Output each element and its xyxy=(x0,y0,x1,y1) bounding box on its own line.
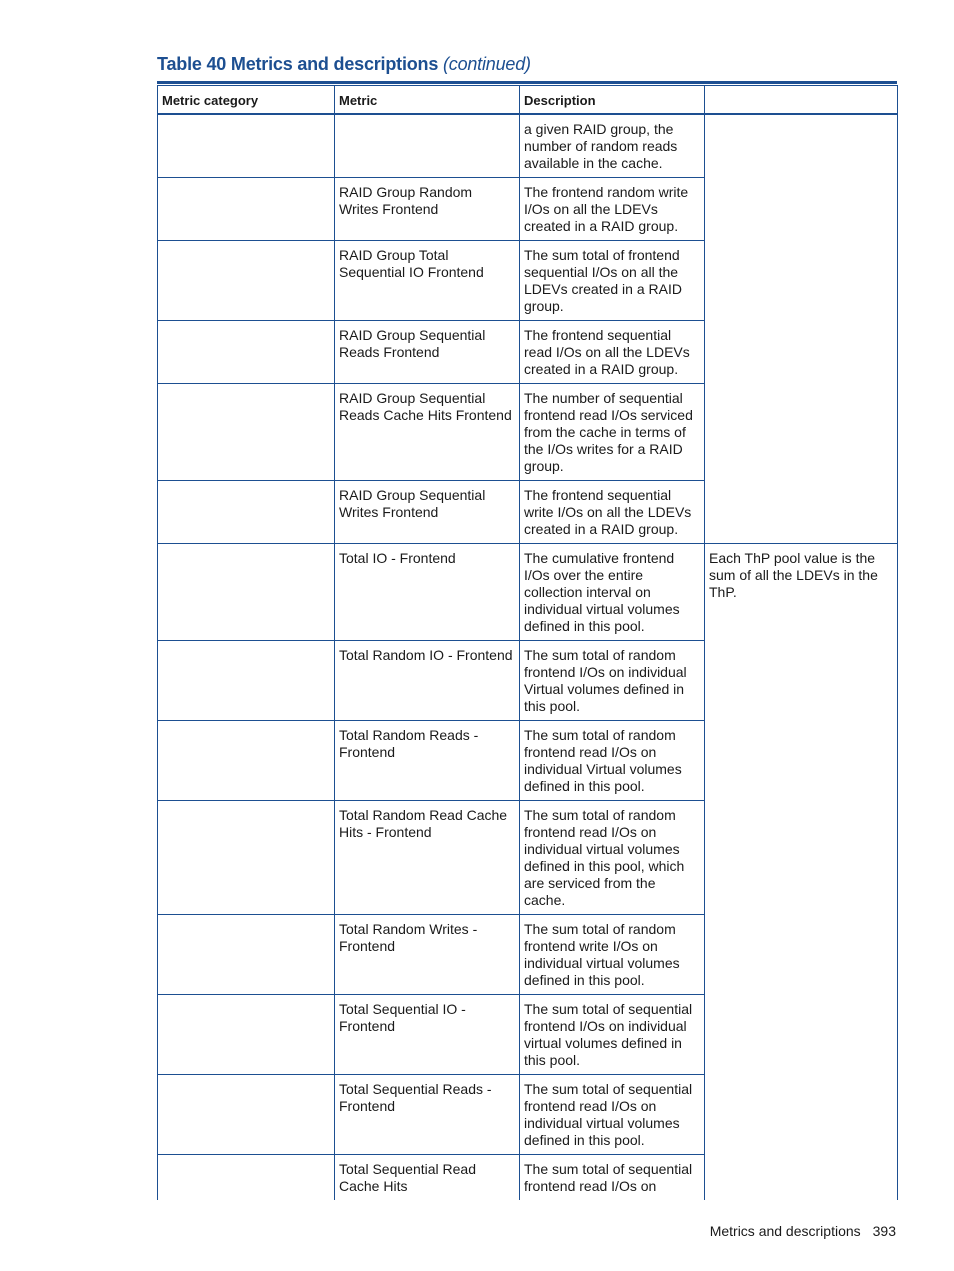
caption-title: Table 40 Metrics and descriptions xyxy=(157,54,439,74)
footer-section: Metrics and descriptions xyxy=(709,1223,861,1239)
cell-description: The sum total of frontend sequential I/Os on all the LDEVs created in a RAID group. xyxy=(520,240,705,320)
header-row xyxy=(158,86,898,114)
cell-category xyxy=(158,720,335,800)
cell-category xyxy=(158,800,335,914)
cell-description: The frontend sequential write I/Os on all the LDEVs created in a RAID group. xyxy=(520,480,705,543)
cell-description: The frontend sequential read I/Os on all the LDEVs created in a RAID group. xyxy=(520,320,705,383)
header-metric-category: Metric category xyxy=(158,86,335,114)
header-metric: Metric xyxy=(335,86,520,114)
caption-rule xyxy=(157,81,897,84)
cell-metric: Total Sequential Read Cache Hits xyxy=(335,1154,520,1200)
cell-description: The frontend random write I/Os on all the LDEVs created in a RAID group. xyxy=(520,177,705,240)
cell-metric: Total Random Read Cache Hits - Frontend xyxy=(335,800,520,914)
cell-metric: Total Random Writes - Frontend xyxy=(335,914,520,994)
cell-category xyxy=(158,177,335,240)
cell-description: The cumulative frontend I/Os over the entire collection interval on individual virtual volumes defined in this pool. xyxy=(520,543,705,640)
cell-metric: Total Random Reads - Frontend xyxy=(335,720,520,800)
cell-category xyxy=(158,1074,335,1154)
cell-metric: RAID Group Sequential Reads Cache Hits Frontend xyxy=(335,383,520,480)
cell-metric: Total Sequential IO - Frontend xyxy=(335,994,520,1074)
cell-description: The sum total of random frontend read I/Os on individual virtual volumes defined in this pool, which are serviced from the cache. xyxy=(520,800,705,914)
cell-metric: RAID Group Sequential Reads Frontend xyxy=(335,320,520,383)
cell-note-raid-group xyxy=(705,114,898,544)
cell-metric: Total Random IO - Frontend xyxy=(335,640,520,720)
metrics-table xyxy=(157,85,898,1200)
cell-description: The sum total of random frontend I/Os on individual Virtual volumes defined in this pool. xyxy=(520,640,705,720)
cell-category xyxy=(158,240,335,320)
table-row xyxy=(158,114,898,178)
cell-description: a given RAID group, the number of random reads available in the cache. xyxy=(520,114,705,178)
cell-metric: Total Sequential Reads - Frontend xyxy=(335,1074,520,1154)
cell-description: The sum total of sequential frontend read I/Os on individual virtual volumes defined in this pool. xyxy=(520,1074,705,1154)
cell-metric: RAID Group Sequential Writes Frontend xyxy=(335,480,520,543)
cell-category xyxy=(158,914,335,994)
cell-description: The sum total of sequential frontend read I/Os on xyxy=(520,1154,705,1200)
cell-metric xyxy=(335,114,520,178)
cell-note-thp-pool: Each ThP pool value is the sum of all the LDEVs in the ThP. xyxy=(705,543,898,1200)
header-notes xyxy=(705,86,898,114)
page-number: 393 xyxy=(872,1223,896,1239)
header-description: Description xyxy=(520,86,705,114)
table-caption xyxy=(157,54,531,75)
cell-metric: Total IO - Frontend xyxy=(335,543,520,640)
table-row xyxy=(158,543,898,640)
caption-continued: (continued) xyxy=(442,54,531,74)
page-footer xyxy=(710,1223,896,1239)
cell-description: The number of sequential frontend read I/Os serviced from the cache in terms of the I/Os writes for a RAID group. xyxy=(520,383,705,480)
cell-category xyxy=(158,543,335,640)
cell-category xyxy=(158,320,335,383)
cell-category xyxy=(158,383,335,480)
cell-description: The sum total of sequential frontend I/Os on individual virtual volumes defined in this pool. xyxy=(520,994,705,1074)
cell-category xyxy=(158,114,335,178)
cell-category xyxy=(158,994,335,1074)
cell-category xyxy=(158,1154,335,1200)
cell-metric: RAID Group Total Sequential IO Frontend xyxy=(335,240,520,320)
cell-description: The sum total of random frontend read I/Os on individual Virtual volumes defined in this pool. xyxy=(520,720,705,800)
cell-metric: RAID Group Random Writes Frontend xyxy=(335,177,520,240)
cell-category xyxy=(158,480,335,543)
cell-category xyxy=(158,640,335,720)
cell-description: The sum total of random frontend write I/Os on individual virtual volumes defined in this pool. xyxy=(520,914,705,994)
